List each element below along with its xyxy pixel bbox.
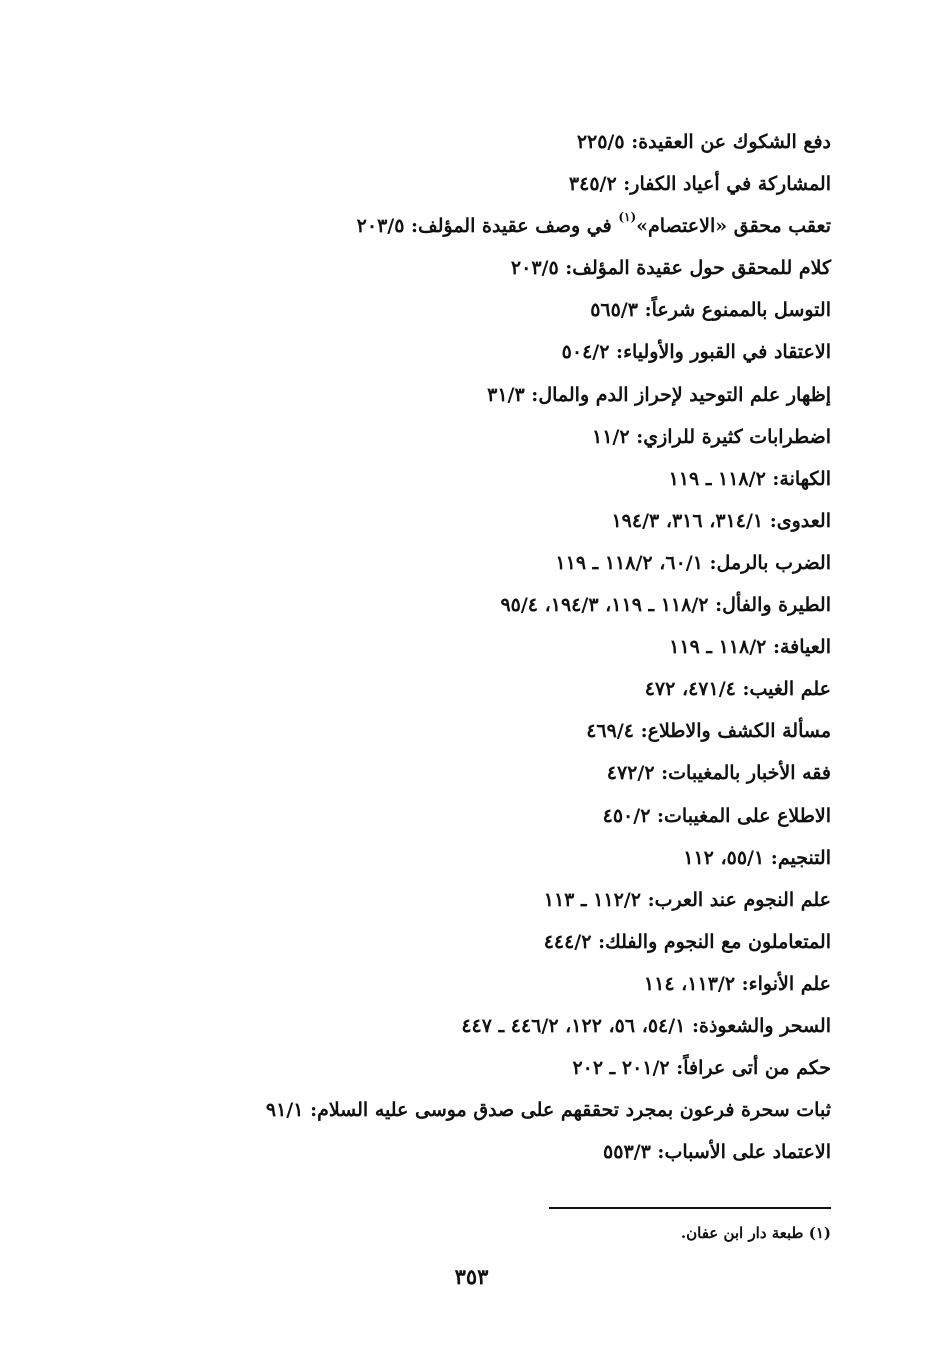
footnote-divider <box>549 1207 831 1209</box>
index-entries <box>231 121 831 1173</box>
index-entry: السحر والشعوذة: ٥٤/١، ٥٦، ١٢٢، ٤٤٦/٢ ـ ٤٤٧ <box>461 1014 831 1037</box>
index-entry: علم الغيب: ٤٧١/٤، ٤٧٢ <box>644 678 831 701</box>
index-entry: الطيرة والفأل: ١١٨/٢ ـ ١١٩، ١٩٤/٣، ٩٥/٤ <box>500 594 831 617</box>
entry-text-before-note: تعقب محقق «الاعتصام» <box>636 215 831 238</box>
footnote: (١) طبعة دار ابن عفان. <box>680 1224 831 1242</box>
index-entry <box>231 205 831 247</box>
index-entry: دفع الشكوك عن العقيدة: ٢٢٥/٥ <box>576 131 831 153</box>
index-entry: علم الأنواء: ١١٣/٢، ١١٤ <box>643 972 831 995</box>
index-entry: التنجيم: ٥٥/١، ١١٢ <box>683 846 831 869</box>
page-number: ٣٥٣ <box>454 1264 489 1289</box>
index-entry: الاعتقاد في القبور والأولياء: ٥٠٤/٢ <box>561 341 831 364</box>
index-entry: فقه الأخبار بالمغيبات: ٤٧٢/٢ <box>606 762 831 785</box>
entry-text-after-note: في وصف عقيدة المؤلف: ٢٠٣/٥ <box>356 215 619 238</box>
index-entry: علم النجوم عند العرب: ١١٢/٢ ـ ١١٣ <box>543 888 831 911</box>
index-entry: العيافة: ١١٨/٢ ـ ١١٩ <box>669 636 831 659</box>
index-entry: إظهار علم التوحيد لإحراز الدم والمال: ٣١/٣ <box>487 383 831 406</box>
index-entry: مسألة الكشف والاطلاع: ٤٦٩/٤ <box>586 720 831 743</box>
footnote-marker: (١) <box>618 209 637 224</box>
index-entry: حكم من أتى عرافاً: ٢٠١/٢ ـ ٢٠٢ <box>572 1057 831 1080</box>
index-entry: الضرب بالرمل: ٦٠/١، ١١٨/٢ ـ ١١٩ <box>555 551 831 574</box>
index-entry: الاعتماد على الأسباب: ٥٥٣/٣ <box>603 1141 831 1164</box>
index-entry: الاطلاع على المغيبات: ٤٥٠/٢ <box>602 804 831 827</box>
index-entry: اضطرابات كثيرة للرازي: ١١/٢ <box>592 425 831 448</box>
index-entry: التوسل بالممنوع شرعاً: ٥٦٥/٣ <box>590 299 831 322</box>
index-entry: المتعاملون مع النجوم والفلك: ٤٤٤/٢ <box>543 930 831 953</box>
index-entry: الكهانة: ١١٨/٢ ـ ١١٩ <box>668 467 831 490</box>
index-entry: المشاركة في أعياد الكفار: ٣٤٥/٢ <box>568 173 831 196</box>
index-entry: العدوى: ٣١٤/١، ٣١٦، ١٩٤/٣ <box>611 509 831 532</box>
index-entry: كلام للمحقق حول عقيدة المؤلف: ٢٠٣/٥ <box>510 257 831 280</box>
index-entry: ثبات سحرة فرعون بمجرد تحققهم على صدق موسى عليه السلام: ٩١/١ <box>265 1099 831 1122</box>
